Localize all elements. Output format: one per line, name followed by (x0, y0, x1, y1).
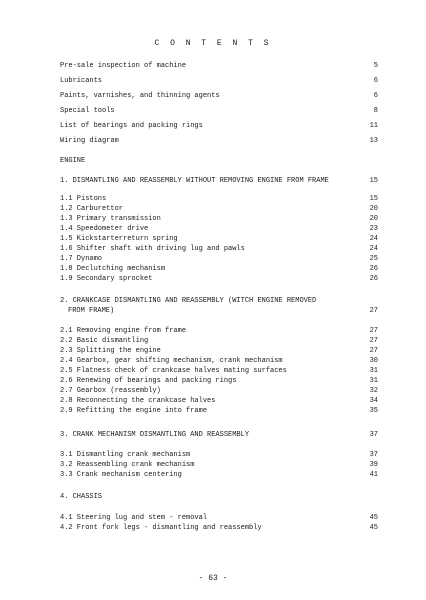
toc-entry-page: 20 (369, 215, 378, 223)
toc-entry (60, 157, 378, 166)
toc-entry (60, 327, 378, 336)
toc-entry-page: 45 (369, 524, 378, 532)
toc-entry (60, 62, 378, 71)
toc-entry-label: 3.1 Dismantling crank mechanism (60, 451, 191, 459)
toc-entry-label: 2.4 Gearbox, gear shifting mechanism, crank mechanism (60, 357, 283, 365)
toc-entry-page: 5 (373, 62, 378, 70)
toc-entry (60, 514, 378, 523)
toc-entry (60, 407, 378, 416)
toc-entry (60, 397, 378, 406)
toc-entry-page: 39 (369, 461, 378, 469)
toc-entry-page: 31 (369, 367, 378, 375)
toc-entry-page: 13 (369, 137, 378, 145)
toc-entry (60, 225, 378, 234)
toc-entry (60, 137, 378, 146)
toc-entry-label: ENGINE (60, 157, 86, 165)
toc-entry-page: 15 (369, 195, 378, 203)
toc-entry-label: 2.1 Removing engine from frame (60, 327, 187, 335)
toc-entry-label: 2. CRANKCASE DISMANTLING AND REASSEMBLY (WITCH ENGINE REMOVED (60, 297, 317, 305)
toc-entry-page: 24 (369, 235, 378, 243)
toc-entry (60, 337, 378, 346)
toc-entry-label: 3.3 Crank mechanism centering (60, 471, 182, 479)
toc-entry-page: 27 (369, 347, 378, 355)
contents-heading: C O N T E N T S (154, 39, 272, 48)
toc-entry (60, 431, 378, 440)
toc-entry (60, 307, 378, 316)
toc-entry-page: 11 (369, 122, 378, 130)
toc-entry-page: 45 (369, 514, 378, 522)
toc-entry-label: 1.9 Secondary sprocket (60, 275, 153, 283)
toc-entry-page: 27 (369, 307, 378, 315)
toc-entry-label: 1.3 Primary transmission (60, 215, 161, 223)
toc-entry (60, 245, 378, 254)
toc-entry-label: 4. CHASSIS (60, 493, 103, 501)
toc-entry (60, 347, 378, 356)
toc-entry-label: 1.7 Dynamo (60, 255, 103, 263)
toc-entry (60, 215, 378, 224)
toc-entry-page: 24 (369, 245, 378, 253)
toc-entry-page: 34 (369, 397, 378, 405)
toc-entry (60, 387, 378, 396)
toc-entry-page: 37 (369, 451, 378, 459)
toc-entry-page: 32 (369, 387, 378, 395)
toc-entry-label: 1.8 Declutching mechanism (60, 265, 166, 273)
toc-entry (60, 524, 378, 533)
toc-entry-page: 20 (369, 205, 378, 213)
toc-entry-label: 2.9 Refitting the engine into frame (60, 407, 208, 415)
toc-entry-page: 30 (369, 357, 378, 365)
toc-entry-label: List of bearings and packing rings (60, 122, 203, 130)
toc-entry-label: 2.3 Splitting the engine (60, 347, 161, 355)
toc-entry (60, 297, 378, 306)
toc-entry (60, 357, 378, 366)
toc-entry-label: Pre-sale inspection of machine (60, 62, 187, 70)
toc-entry (60, 92, 378, 101)
toc-entry-label: Paints, varnishes, and thinning agents (60, 92, 220, 100)
toc-entry-label: 3.2 Reassembling crank mechanism (60, 461, 195, 469)
toc-entry (60, 275, 378, 284)
toc-entry (60, 255, 378, 264)
toc-entry-page: 27 (369, 327, 378, 335)
toc-entry-page: 6 (373, 77, 378, 85)
toc-entry-label: 1.1 Pistons (60, 195, 107, 203)
toc-entry-page: 6 (373, 92, 378, 100)
toc-entry-page: 15 (369, 177, 378, 185)
toc-entry-page: 27 (369, 337, 378, 345)
toc-entry-label: Wiring diagram (60, 137, 119, 145)
toc-entry (60, 367, 378, 376)
toc-entry-label: 2.5 Flatness check of crankcase halves mating surfaces (60, 367, 287, 375)
toc-entry-page: 25 (369, 255, 378, 263)
toc-entry-label: Special tools (60, 107, 115, 115)
page-number-footer: - 63 - (198, 574, 228, 583)
toc-entry (60, 235, 378, 244)
toc-entry-label: Lubricants (60, 77, 103, 85)
toc-entry-page: 23 (369, 225, 378, 233)
toc-entry-label: 3. CRANK MECHANISM DISMANTLING AND REASSEMBLY (60, 431, 250, 439)
toc-entry (60, 107, 378, 116)
toc-entry (60, 471, 378, 480)
toc-entry-label: FROM FRAME) (68, 307, 115, 315)
toc-entry-page: 37 (369, 431, 378, 439)
toc-entry-page: 31 (369, 377, 378, 385)
toc-entry (60, 205, 378, 214)
toc-entry-label: 1.4 Speedometer drive (60, 225, 149, 233)
toc-entry-label: 2.2 Basic dismantling (60, 337, 149, 345)
toc-entry-page: 35 (369, 407, 378, 415)
toc-entry (60, 461, 378, 470)
toc-entry (60, 195, 378, 204)
toc-entry (60, 265, 378, 274)
toc-entry (60, 493, 378, 502)
toc-entry (60, 77, 378, 86)
toc-entry (60, 122, 378, 131)
toc-entry (60, 451, 378, 460)
toc-entry-label: 1. DISMANTLING AND REASSEMBLY WITHOUT REMOVING ENGINE FROM FRAME (60, 177, 329, 185)
toc-entry (60, 377, 378, 386)
toc-entry-label: 4.2 Front fork legs - dismantling and reassembly (60, 524, 262, 532)
toc-entry-label: 1.5 Kickstarterreturn spring (60, 235, 178, 243)
toc-entry-label: 1.6 Shifter shaft with driving lug and pawls (60, 245, 245, 253)
toc-entry (60, 177, 378, 186)
toc-entry-page: 26 (369, 275, 378, 283)
toc-entry-label: 2.6 Renewing of bearings and packing rings (60, 377, 237, 385)
toc-entry-label: 2.8 Reconnecting the crankcase halves (60, 397, 216, 405)
toc-entry-label: 4.1 Steering lug and stem - removal (60, 514, 208, 522)
toc-entry-label: 1.2 Carburettor (60, 205, 124, 213)
toc-entry-page: 8 (373, 107, 378, 115)
toc-entry-page: 41 (369, 471, 378, 479)
toc-entry-label: 2.7 Gearbox (reassembly) (60, 387, 161, 395)
toc-entry-page: 26 (369, 265, 378, 273)
